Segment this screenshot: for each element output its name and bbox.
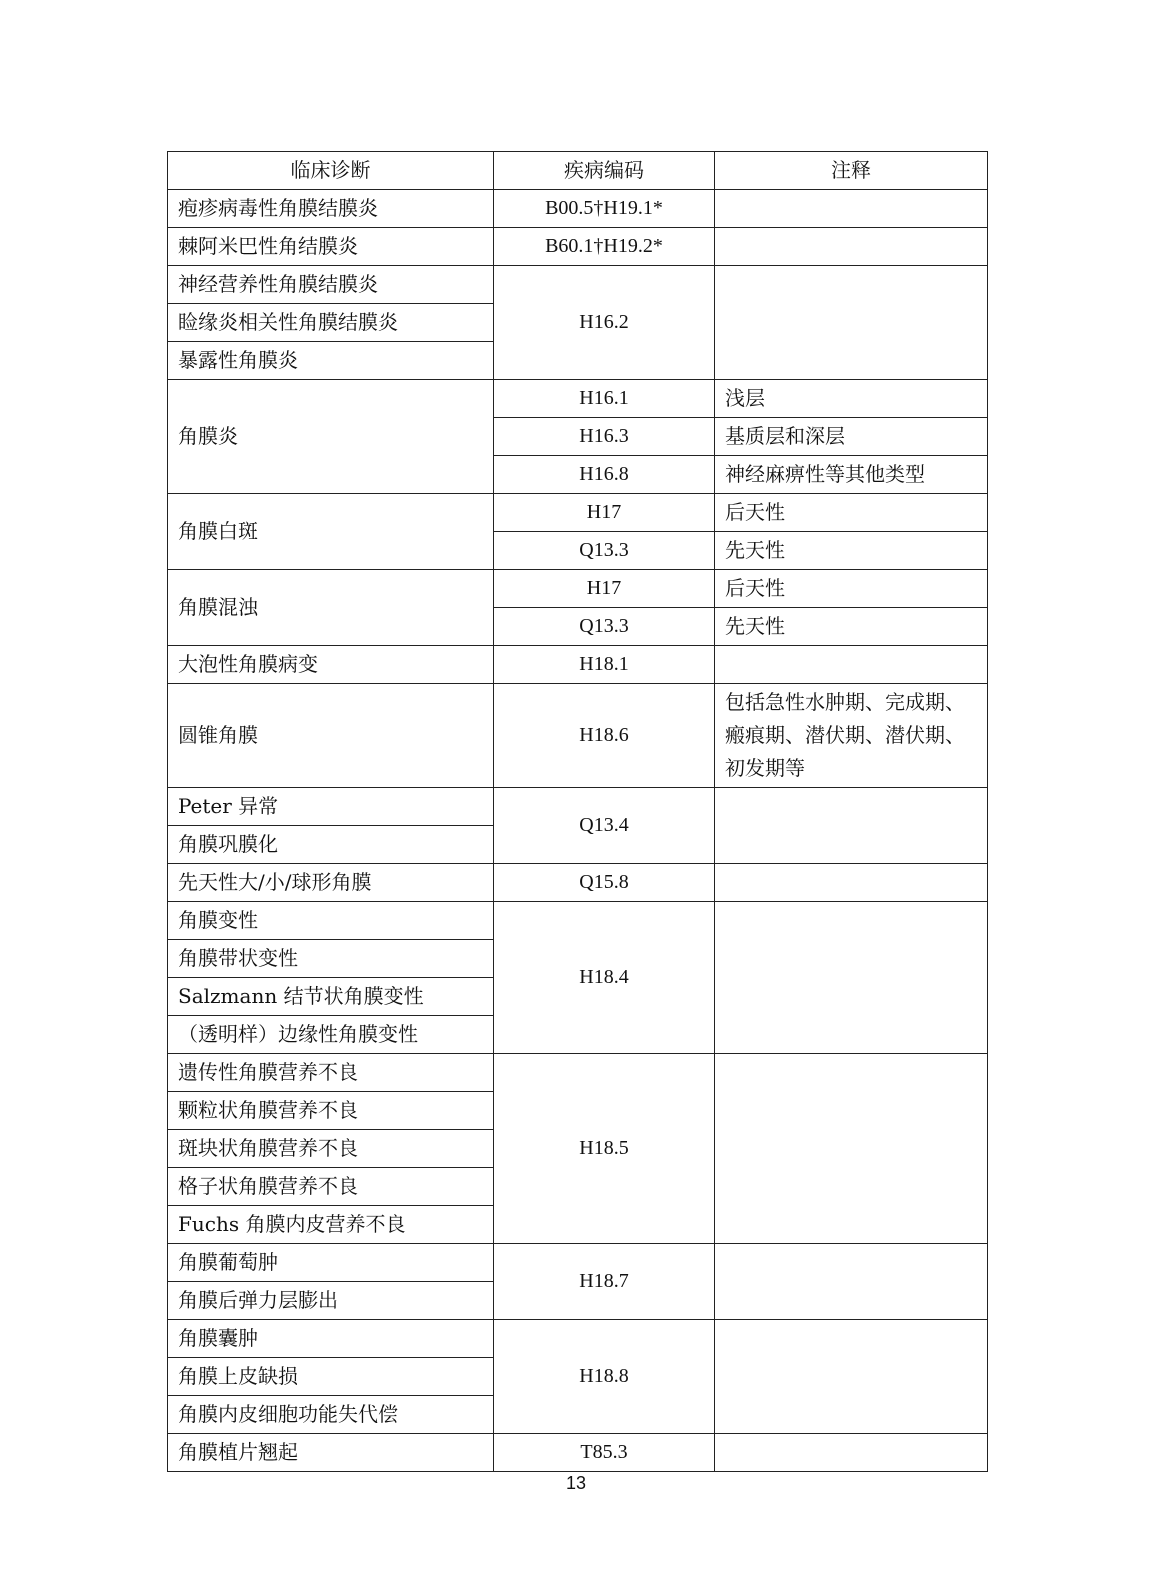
table-row [168,494,988,532]
code-cell: H18.7 [494,1244,715,1320]
diagnosis-cell: 大泡性角膜病变 [168,646,494,684]
note-cell [715,266,988,380]
diagnosis-cell: 角膜上皮缺损 [168,1358,494,1396]
note-cell: 后天性 [715,494,988,532]
diagnosis-cell: 角膜混浊 [168,570,494,646]
code-cell: T85.3 [494,1434,715,1472]
table-row [168,864,988,902]
table-row [168,228,988,266]
note-cell [715,1434,988,1472]
code-cell: B60.1†H19.2* [494,228,715,266]
diagnosis-cell: 疱疹病毒性角膜结膜炎 [168,190,494,228]
note-cell: 先天性 [715,532,988,570]
diagnosis-cell: 睑缘炎相关性角膜结膜炎 [168,304,494,342]
diagnosis-cell: 棘阿米巴性角结膜炎 [168,228,494,266]
header-note: 注释 [715,152,988,190]
table-row [168,902,988,940]
diagnosis-cell: 角膜带状变性 [168,940,494,978]
diagnosis-cell: 角膜巩膜化 [168,826,494,864]
code-cell: H18.4 [494,902,715,1054]
table-row [168,1320,988,1358]
table-row [168,266,988,304]
code-cell: Q13.3 [494,532,715,570]
diagnosis-cell: 角膜白斑 [168,494,494,570]
code-cell: Q13.4 [494,788,715,864]
header-code: 疾病编码 [494,152,715,190]
diagnosis-cell: 遗传性角膜营养不良 [168,1054,494,1092]
diagnosis-cell: 神经营养性角膜结膜炎 [168,266,494,304]
diagnosis-cell: 角膜变性 [168,902,494,940]
diagnosis-cell: 格子状角膜营养不良 [168,1168,494,1206]
diagnosis-cell: 角膜囊肿 [168,1320,494,1358]
diagnosis-cell: 角膜后弹力层膨出 [168,1282,494,1320]
code-cell: H18.6 [494,684,715,788]
code-cell: H16.8 [494,456,715,494]
diagnosis-cell: 先天性大/小/球形角膜 [168,864,494,902]
table-row [168,570,988,608]
diagnosis-cell: （透明样）边缘性角膜变性 [168,1016,494,1054]
note-cell [715,1054,988,1244]
diagnosis-cell: 斑块状角膜营养不良 [168,1130,494,1168]
diagnosis-cell: 角膜内皮细胞功能失代偿 [168,1396,494,1434]
note-cell: 神经麻痹性等其他类型 [715,456,988,494]
note-cell: 后天性 [715,570,988,608]
diagnosis-cell: 角膜炎 [168,380,494,494]
diagnosis-cell: 暴露性角膜炎 [168,342,494,380]
table-row [168,380,988,418]
header-diagnosis: 临床诊断 [168,152,494,190]
diagnosis-cell: Fuchs 角膜内皮营养不良 [168,1206,494,1244]
code-cell: H17 [494,494,715,532]
diagnosis-cell: 角膜葡萄肿 [168,1244,494,1282]
note-cell [715,902,988,1054]
note-cell [715,1320,988,1434]
table-row [168,1434,988,1472]
code-cell: Q15.8 [494,864,715,902]
note-cell [715,646,988,684]
diagnosis-cell: Salzmann 结节状角膜变性 [168,978,494,1016]
note-cell: 基质层和深层 [715,418,988,456]
table-row [168,190,988,228]
code-cell: Q13.3 [494,608,715,646]
code-cell: B00.5†H19.1* [494,190,715,228]
table-row [168,646,988,684]
note-cell [715,228,988,266]
diagnosis-cell: 圆锥角膜 [168,684,494,788]
note-cell: 先天性 [715,608,988,646]
code-cell: H16.2 [494,266,715,380]
code-cell: H18.5 [494,1054,715,1244]
diagnosis-cell: 角膜植片翘起 [168,1434,494,1472]
code-cell: H16.3 [494,418,715,456]
code-cell: H18.8 [494,1320,715,1434]
table-row [168,788,988,826]
code-cell: H17 [494,570,715,608]
table-row [168,1054,988,1092]
code-cell: H16.1 [494,380,715,418]
table-row [168,1244,988,1282]
page-number: 13 [565,1473,587,1493]
table-row [168,684,988,788]
note-cell [715,190,988,228]
note-cell [715,1244,988,1320]
diagnosis-cell: Peter 异常 [168,788,494,826]
diagnosis-cell: 颗粒状角膜营养不良 [168,1092,494,1130]
table-header-row [168,152,988,190]
note-cell [715,864,988,902]
icd-code-table [167,151,988,1472]
note-cell: 包括急性水肿期、完成期、瘢痕期、潜伏期、潜伏期、初发期等 [715,684,988,788]
note-cell: 浅层 [715,380,988,418]
code-cell: H18.1 [494,646,715,684]
note-cell [715,788,988,864]
